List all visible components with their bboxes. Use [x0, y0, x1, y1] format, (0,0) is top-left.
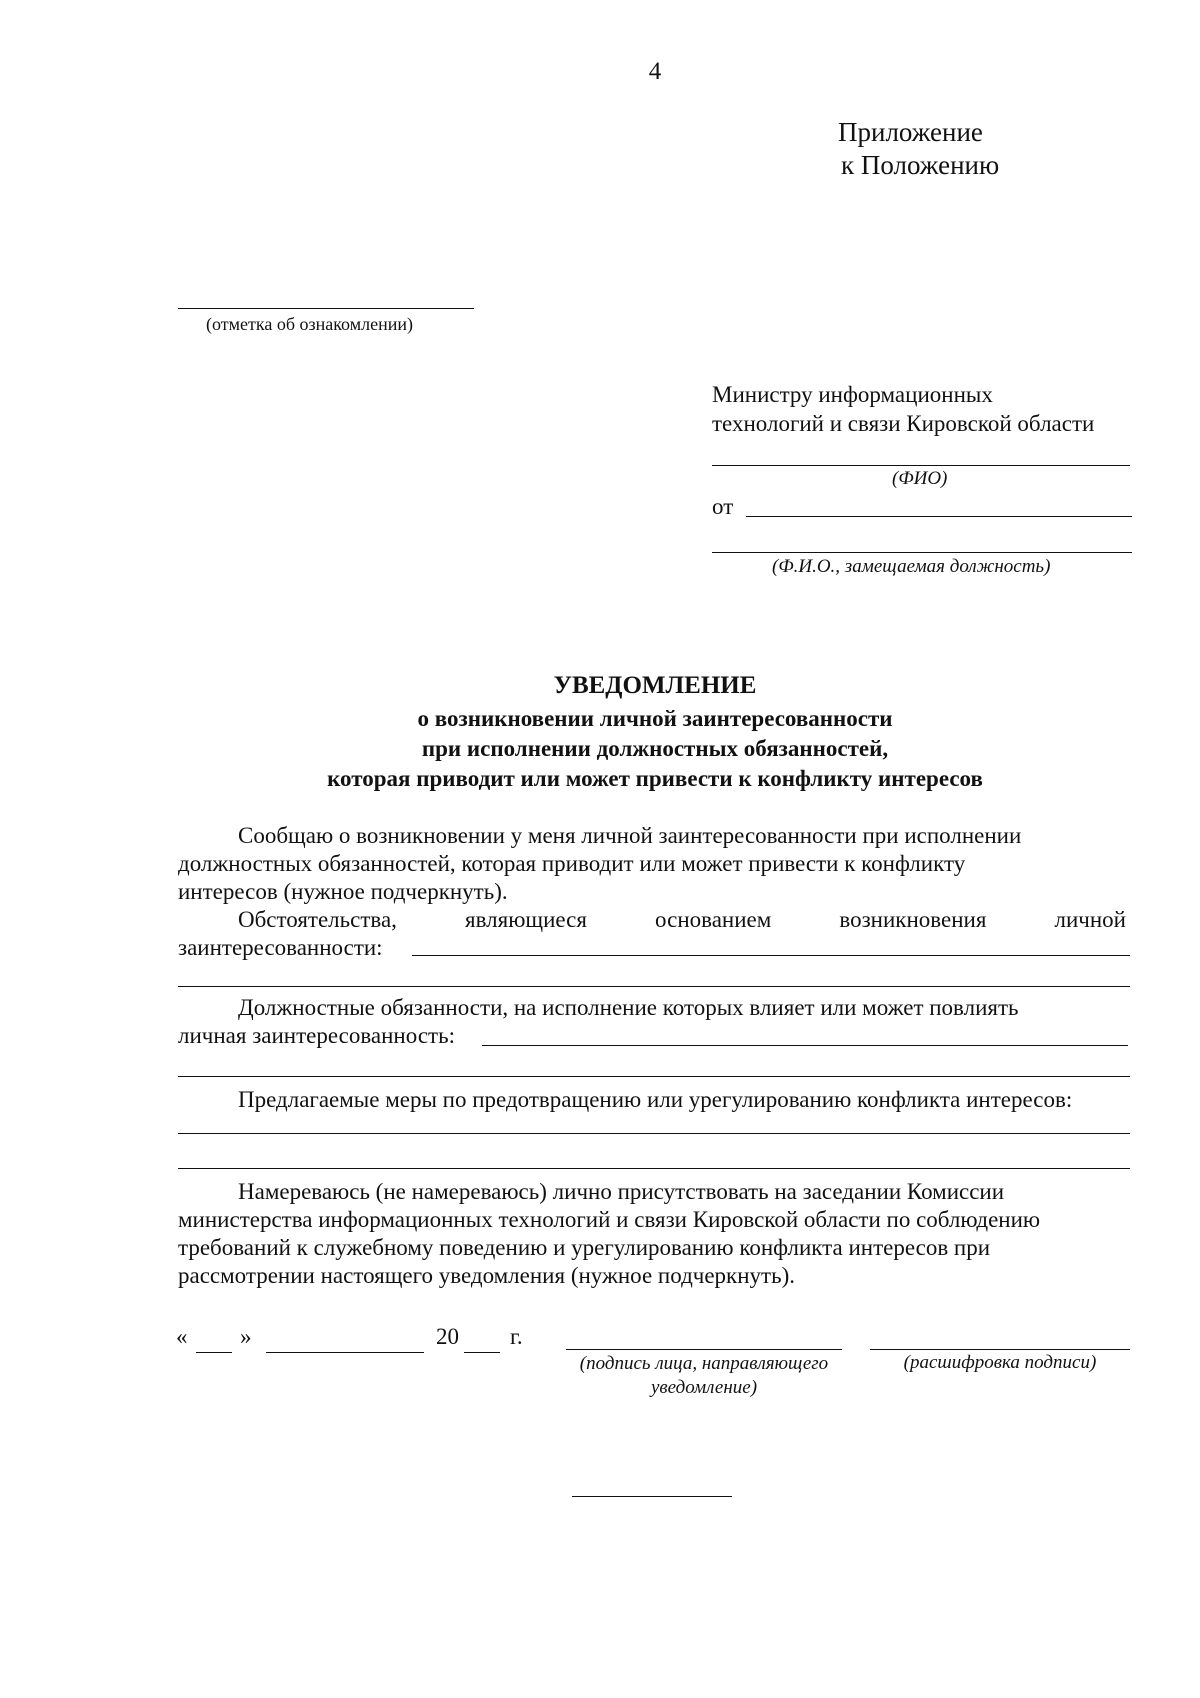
date-month-line[interactable] — [266, 1352, 424, 1353]
from-line — [746, 516, 1132, 517]
date-day-line[interactable] — [196, 1352, 232, 1353]
addressee-line-1: Министру информационных — [712, 382, 993, 407]
p3-line-2: личная заинтересованность: — [178, 1023, 455, 1048]
fio-line — [712, 465, 1130, 466]
p3-line-1: Должностные обязанности, на исполнение которых влияет или может повлиять — [238, 995, 1019, 1020]
sender-caption: (Ф.И.О., замещаемая должность) — [772, 556, 1051, 577]
heading-line-1: о возникновении личной заинтересованности — [417, 706, 893, 731]
p2-line-2: заинтересованности: — [178, 935, 383, 960]
p1-line-2: должностных обязанностей, которая приводит или может привести к конфликту — [178, 851, 966, 876]
p2-word: Обстоятельства, — [238, 907, 397, 932]
p5-line-3: требований к служебному поведению и урегулированию конфликта интересов при — [178, 1235, 991, 1260]
p5-line-4: рассмотрении настоящего уведомления (нужное подчеркнуть). — [178, 1263, 795, 1288]
familiarization-mark-caption: (отметка об ознакомлении) — [206, 314, 413, 334]
appendix-line-2: к Положению — [841, 150, 1000, 180]
familiarization-line — [178, 308, 474, 309]
p2-line-1 — [178, 906, 1126, 934]
page-number: 4 — [648, 58, 662, 85]
heading-line-3: которая приводит или может привести к конфликту интересов — [327, 766, 983, 791]
circumstances-field-line-2[interactable] — [178, 986, 1130, 987]
paragraph-circumstances — [178, 906, 1126, 962]
p2-word: являющиеся — [465, 907, 587, 932]
paragraph-duties — [178, 994, 1126, 1050]
paragraph-notification — [178, 822, 1126, 906]
p5-line-1: Намереваюсь (не намереваюсь) лично присутствовать на заседании Комиссии — [238, 1179, 1005, 1204]
date-year-suffix: г. — [510, 1324, 523, 1349]
p2-word: личной — [1054, 907, 1126, 932]
p4-line-1: Предлагаемые меры по предотвращению или урегулированию конфликта интересов: — [238, 1087, 1073, 1112]
signature-decode-caption: (расшифровка подписи) — [903, 1352, 1097, 1373]
p2-word: возникновения — [839, 907, 987, 932]
signature-caption-line-1: (подпись лица, направляющего — [579, 1353, 829, 1374]
p2-word: основанием — [655, 907, 772, 932]
fio-caption: (ФИО) — [892, 468, 948, 489]
duties-field-line-2[interactable] — [178, 1076, 1130, 1077]
date-quote-open: « — [176, 1324, 188, 1349]
appendix-line-1: Приложение — [838, 117, 983, 147]
date-quote-close: » — [240, 1324, 252, 1349]
p1-line-1 — [178, 822, 1126, 850]
heading-line-2: при исполнении должностных обязанностей, — [421, 736, 889, 761]
p5-line-2: министерства информационных технологий и связи Кировской области по соблюдению — [178, 1207, 1041, 1232]
measures-field-line-2[interactable] — [178, 1168, 1130, 1169]
signature-caption — [566, 1352, 842, 1400]
addressee-block — [712, 380, 1094, 438]
addressee-line-2: технологий и связи Кировской области — [712, 411, 1095, 436]
signature-caption-line-2: уведомление) — [650, 1377, 758, 1398]
p1-line-1-text: Сообщаю о возникновении у меня личной заинтересованности при исполнении — [238, 823, 1022, 848]
circumstances-field-line-1[interactable] — [412, 955, 1130, 956]
p1-line-3: интересов (нужное подчеркнуть). — [178, 879, 508, 904]
paragraph-intention — [178, 1178, 1126, 1290]
date-year-prefix: 20 — [436, 1324, 459, 1349]
signature-decode-line[interactable] — [870, 1349, 1130, 1350]
document-title: УВЕДОМЛЕНИЕ — [553, 672, 757, 699]
sender-line — [712, 552, 1132, 553]
signature-line[interactable] — [566, 1349, 842, 1350]
measures-field-line-1[interactable] — [178, 1133, 1130, 1134]
from-label: от — [712, 494, 734, 519]
date-year-line[interactable] — [464, 1352, 500, 1353]
closing-rule — [572, 1496, 732, 1497]
paragraph-measures — [178, 1086, 1126, 1114]
duties-field-line-1[interactable] — [482, 1045, 1128, 1046]
appendix-reference — [838, 116, 999, 182]
